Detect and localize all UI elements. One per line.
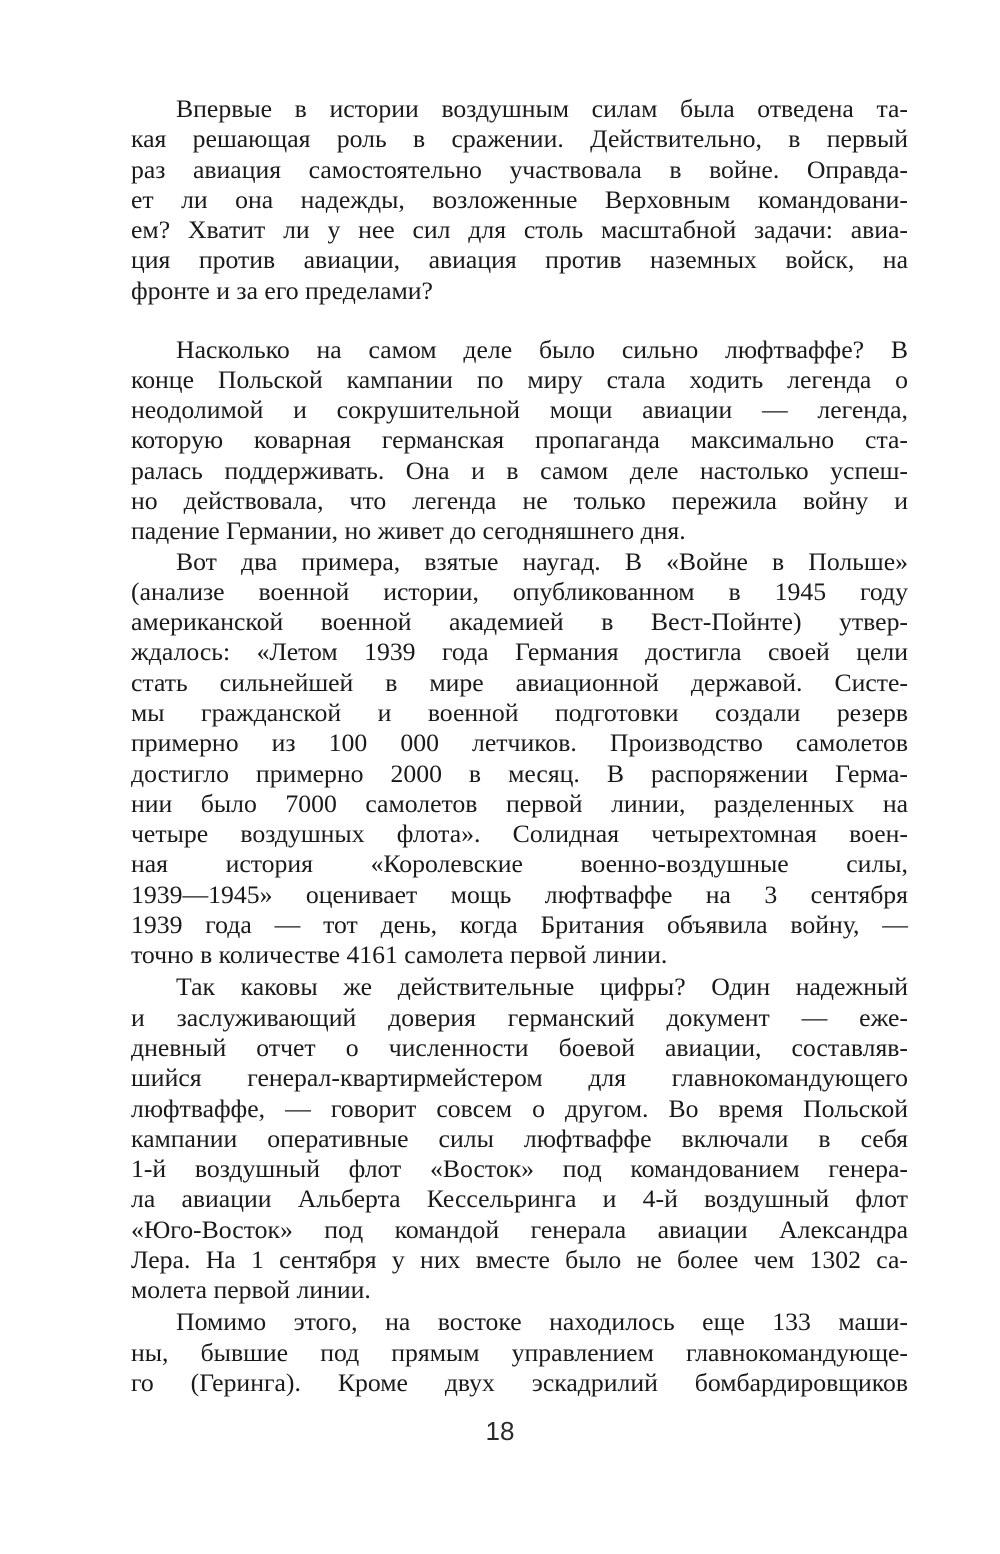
text-line: ная история «Королевские военно-воздушные силы, xyxy=(131,849,908,879)
text-line: 1939 года — тот день, когда Британия объявила войну, — xyxy=(131,910,908,940)
text-line: четыре воздушных флота». Солидная четырехтомная воен- xyxy=(131,819,908,849)
text-line: молета первой линии. xyxy=(131,1275,371,1305)
text-line: нии было 7000 самолетов первой линии, разделенных на xyxy=(131,788,908,818)
text-line: которую коварная германская пропаганда максимально ста- xyxy=(131,425,908,455)
text-line: но действовала, что легенда не только пережила войну и xyxy=(131,486,908,515)
text-line: Вот два примера, взятые наугад. В «Войне в Польше» xyxy=(176,546,908,576)
text-line: 1939—1945» оценивает мощь люфтваффе на 3 сентября xyxy=(131,879,908,909)
text-line: раз авиация самостоятельно участвовала в войне. Оправда- xyxy=(131,154,908,184)
text-line: кая решающая роль в сражении. Действительно, в первый xyxy=(131,124,908,154)
text-line: дневный отчет о численности боевой авиации, составляв- xyxy=(131,1033,908,1063)
text-line: люфтваффе, — говорит совсем о другом. Во время Польской xyxy=(131,1093,908,1123)
text-line: ны, бывшие под прямым управлением главнокомандующе- xyxy=(131,1337,908,1367)
text-line: Впервые в истории воздушным силам была отведена та- xyxy=(176,94,908,123)
text-line: мы гражданской и военной подготовки создали резерв xyxy=(131,698,908,728)
text-line: 1-й воздушный флот «Восток» под командованием генера- xyxy=(131,1154,908,1184)
text-line: «Юго-Восток» под командой генерала авиации Александра xyxy=(131,1214,908,1244)
text-line: ем? Хватит ли у нее сил для столь масштабной задачи: авиа- xyxy=(131,215,908,245)
text-line: ждалось: «Летом 1939 года Германия достигла своей цели xyxy=(131,637,908,667)
text-line: ралась поддерживать. Она и в самом деле настолько успеш- xyxy=(131,455,908,485)
text-line: кампании оперативные силы люфтваффе включали в себя xyxy=(131,1123,908,1153)
text-line: точно в количестве 4161 самолета первой линии. xyxy=(131,940,668,970)
text-line: ет ли она надежды, возложенные Верховным командовани- xyxy=(131,184,908,214)
text-line: Лера. На 1 сентября у них вместе было не более чем 1302 са- xyxy=(131,1245,908,1275)
text-line: неодолимой и сокрушительной мощи авиации — легенда, xyxy=(131,395,908,425)
text-line: падение Германии, но живет до сегодняшнего дня. xyxy=(131,516,686,546)
text-line: фронте и за его пределами? xyxy=(131,275,433,305)
text-line: (анализе военной истории, опубликованном в 1945 году xyxy=(131,576,908,606)
text-line: Насколько на самом деле было сильно люфтваффе? В xyxy=(176,334,908,364)
text-line: и заслуживающий доверия германский документ — еже- xyxy=(131,1002,908,1032)
page-number: 18 xyxy=(485,1416,515,1446)
text-line: стать сильнейшей в мире авиационной державой. Систе- xyxy=(131,667,908,697)
text-line: ция против авиации, авиация против наземных войск, на xyxy=(131,245,908,275)
text-line: конце Польской кампании по миру стала ходить легенда о xyxy=(131,364,908,394)
text-line: Так каковы же действительные цифры? Один надежный xyxy=(176,972,908,1002)
text-line: шийся генерал-квартирмейстером для главнокомандующего xyxy=(131,1063,908,1093)
text-line: ла авиации Альберта Кессельринга и 4-й воздушный флот xyxy=(131,1184,908,1214)
text-line: американской военной академией в Вест-Пойнте) утвер- xyxy=(131,607,908,637)
text-line: достигло примерно 2000 в месяц. В распоряжении Герма- xyxy=(131,758,908,788)
text-line: Помимо этого, на востоке находилось еще 133 маши- xyxy=(176,1307,908,1337)
text-line: примерно из 100 000 летчиков. Производство самолетов xyxy=(131,728,908,758)
text-line: го (Геринга). Кроме двух эскадрилий бомбардировщиков xyxy=(131,1368,908,1397)
